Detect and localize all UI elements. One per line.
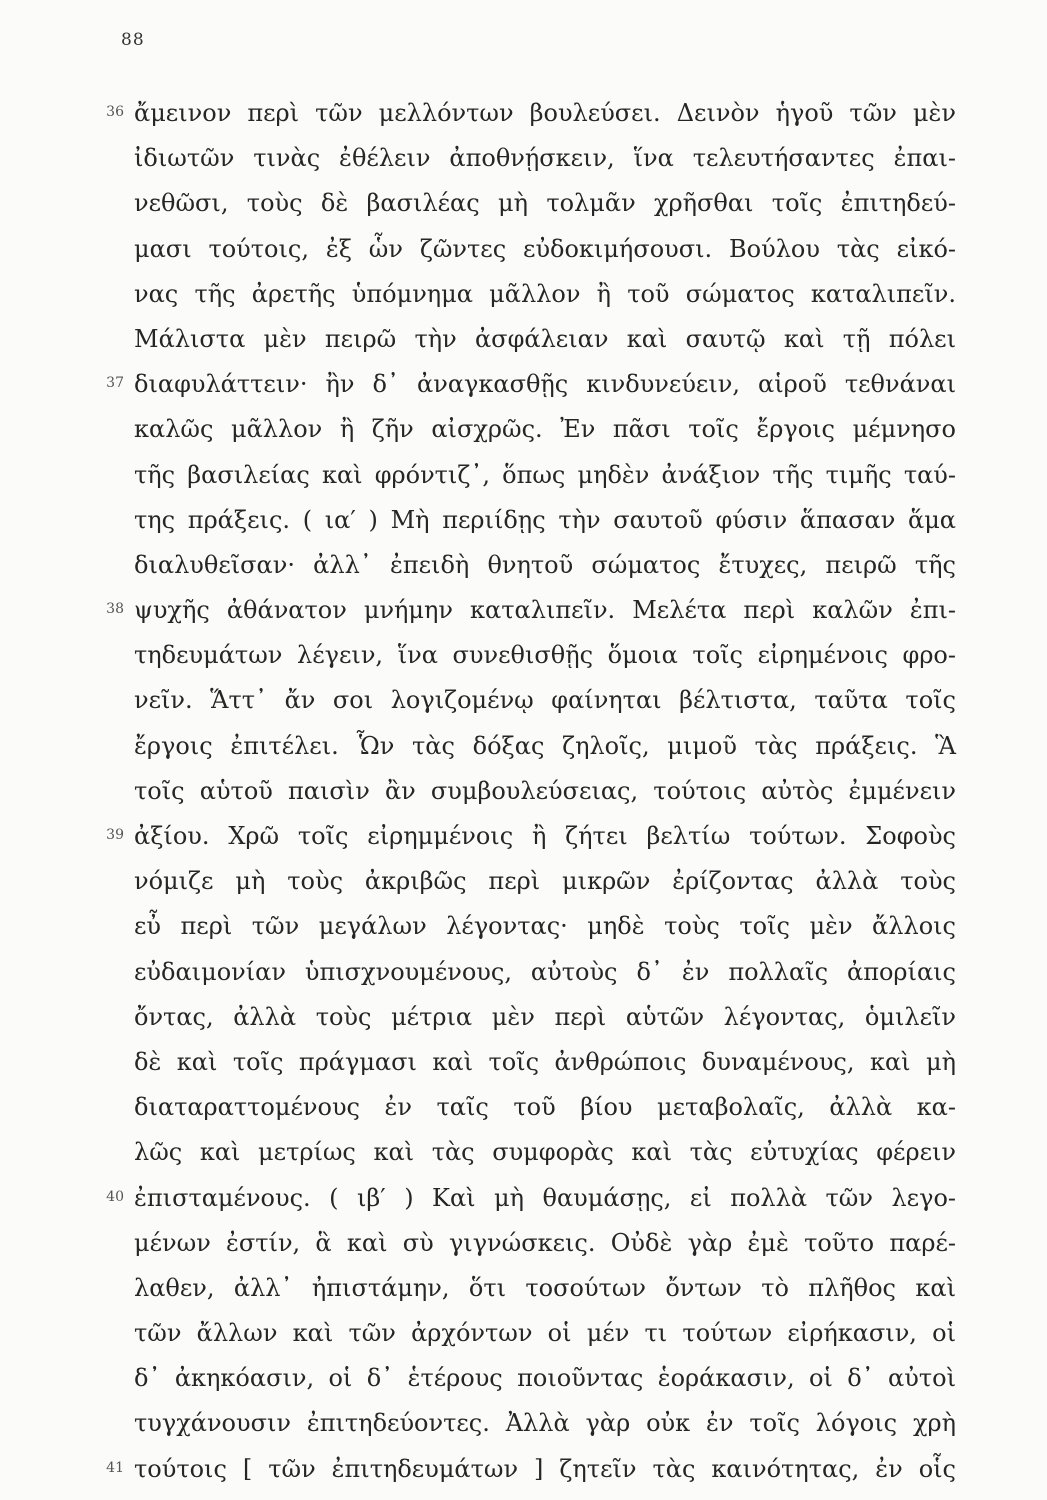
line-number-marker: 40 [106,1188,124,1205]
line-text: μένων ἐστίν, ἃ καὶ σὺ γιγνώσκεις. Οὐδὲ γὰρ ἐμὲ τοῦτο παρέ- [134,1228,956,1257]
line-text: διαταραττομένους ἐν ταῖς τοῦ βίου μεταβολαῖς, ἀλλὰ κα- [134,1093,956,1122]
line-text: ἔργοις ἐπιτέλει. Ὧν τὰς δόξας ζηλοῖς, μιμοῦ τὰς πράξεις. Ἃ [134,731,956,760]
line-text: ὄντας, ἀλλὰ τοὺς μέτρια μὲν περὶ αὑτῶν λέγοντας, ὁμιλεῖν [134,1002,956,1031]
text-line [0,92,1047,137]
text-line [0,182,1047,227]
text-line [0,1177,1047,1222]
line-text: καλῶς μᾶλλον ἢ ζῆν αἰσχρῶς. Ἐν πᾶσι τοῖς ἔργοις μέμνησο [134,415,956,444]
line-text: δ᾽ ἀκηκόασιν, οἱ δ᾽ ἑτέρους ποιοῦντας ἑοράκασιν, οἱ δ᾽ αὐτοὶ [134,1364,956,1393]
text-line [0,1222,1047,1267]
text-line [0,1041,1047,1086]
text-line [0,363,1047,408]
text-line [0,1312,1047,1357]
text-line [0,1131,1047,1176]
text-line [0,499,1047,544]
line-text: διαλυθεῖσαν· ἀλλ᾽ ἐπειδὴ θνητοῦ σώματος ἔτυχες, πειρῶ τῆς [134,550,956,579]
line-text: εὖ περὶ τῶν μεγάλων λέγοντας· μηδὲ τοὺς τοῖς μὲν ἄλλοις [134,912,956,941]
body-text [0,92,1047,1493]
line-text: νόμιζε μὴ τοὺς ἀκριβῶς περὶ μικρῶν ἐρίζοντας ἀλλὰ τοὺς [134,867,956,896]
line-number-marker: 36 [106,104,124,120]
line-number-marker: 38 [106,601,124,618]
page-number: 88 [121,30,145,50]
text-line [0,1086,1047,1131]
line-number-marker: 39 [106,827,124,843]
line-text: δὲ καὶ τοῖς πράγμασι καὶ τοῖς ἀνθρώποις δυναμένους, καὶ μὴ [134,1047,956,1076]
text-line [0,318,1047,363]
line-text: ἐπισταμένους. ( ιβ′ ) Καὶ μὴ θαυμάσῃς, εἰ πολλὰ τῶν λεγο- [134,1183,956,1212]
text-line [0,137,1047,182]
text-line [0,634,1047,679]
text-line [0,1448,1047,1493]
line-text: νας τῆς ἀρετῆς ὑπόμνημα μᾶλλον ἢ τοῦ σώματος καταλιπεῖν. [134,279,956,308]
line-text: τυγχάνουσιν ἐπιτηδεύοντες. Ἀλλὰ γὰρ οὐκ ἐν τοῖς λόγοις χρὴ [134,1409,956,1438]
line-text: διαφυλάττειν· ἢν δ᾽ ἀναγκασθῇς κινδυνεύειν, αἱροῦ τεθνάναι [134,370,956,399]
line-text: εὐδαιμονίαν ὑπισχνουμένους, αὐτοὺς δ᾽ ἐν πολλαῖς ἀπορίαις [134,957,956,986]
text-line [0,679,1047,724]
text-line [0,454,1047,499]
line-text: ψυχῆς ἀθάνατον μνήμην καταλιπεῖν. Μελέτα περὶ καλῶν ἐπι- [134,596,956,625]
text-line [0,273,1047,318]
line-text: τηδευμάτων λέγειν, ἵνα συνεθισθῇς ὅμοια τοῖς εἰρημένοις φρο- [134,641,956,670]
line-text: τοῖς αὑτοῦ παισὶν ἂν συμβουλεύσειας, τούτοις αὐτὸς ἐμμένειν [134,776,956,805]
text-line [0,951,1047,996]
text-line [0,589,1047,634]
line-text: λαθεν, ἀλλ᾽ ἠπιστάμην, ὅτι τοσούτων ὄντων τὸ πλῆθος καὶ [134,1273,956,1302]
text-line [0,815,1047,860]
line-text: της πράξεις. ( ια′ ) Μὴ περιίδῃς τὴν σαυτοῦ φύσιν ἅπασαν ἅμα [134,505,956,534]
line-text: νεθῶσι, τοὺς δὲ βασιλέας μὴ τολμᾶν χρῆσθαι τοῖς ἐπιτηδεύ- [134,189,956,218]
line-text: ἰδιωτῶν τινὰς ἐθέλειν ἀποθνῄσκειν, ἵνα τελευτήσαντες ἐπαι- [134,144,956,173]
text-line [0,860,1047,905]
text-line [0,1402,1047,1447]
text-line [0,408,1047,453]
text-line [0,770,1047,815]
line-text: τῆς βασιλείας καὶ φρόντιζ᾽, ὅπως μηδὲν ἀνάξιον τῆς τιμῆς ταύ- [134,460,956,489]
line-number-marker: 37 [106,375,124,392]
line-text: τούτοις [ τῶν ἐπιτηδευμάτων ] ζητεῖν τὰς καινότητας, ἐν οἷς [134,1454,956,1483]
line-text: νεῖν. Ἅττ᾽ ἄν σοι λογιζομένῳ φαίνηται βέλτιστα, ταῦτα τοῖς [134,686,956,715]
text-line [0,1357,1047,1402]
line-text: ἄμεινον περὶ τῶν μελλόντων βουλεύσει. Δεινὸν ἡγοῦ τῶν μὲν [134,99,956,127]
line-text: μασι τούτοις, ἐξ ὧν ζῶντες εὐδοκιμήσουσι. Βούλου τὰς εἰκό- [134,234,956,263]
text-line [0,544,1047,589]
line-text: λῶς καὶ μετρίως καὶ τὰς συμφορὰς καὶ τὰς εὐτυχίας φέρειν [134,1138,956,1167]
line-text: τῶν ἄλλων καὶ τῶν ἀρχόντων οἱ μέν τι τούτων εἰρήκασιν, οἱ [134,1319,956,1348]
text-line [0,905,1047,950]
line-number-marker: 41 [106,1459,124,1476]
text-line [0,725,1047,770]
text-line [0,996,1047,1041]
text-line [0,228,1047,273]
text-line [0,1267,1047,1312]
line-text: Μάλιστα μὲν πειρῶ τὴν ἀσφάλειαν καὶ σαυτῷ καὶ τῇ πόλει [134,324,956,353]
line-text: ἀξίου. Χρῶ τοῖς εἰρημμένοις ἢ ζήτει βελτίω τούτων. Σοφοὺς [134,822,956,850]
